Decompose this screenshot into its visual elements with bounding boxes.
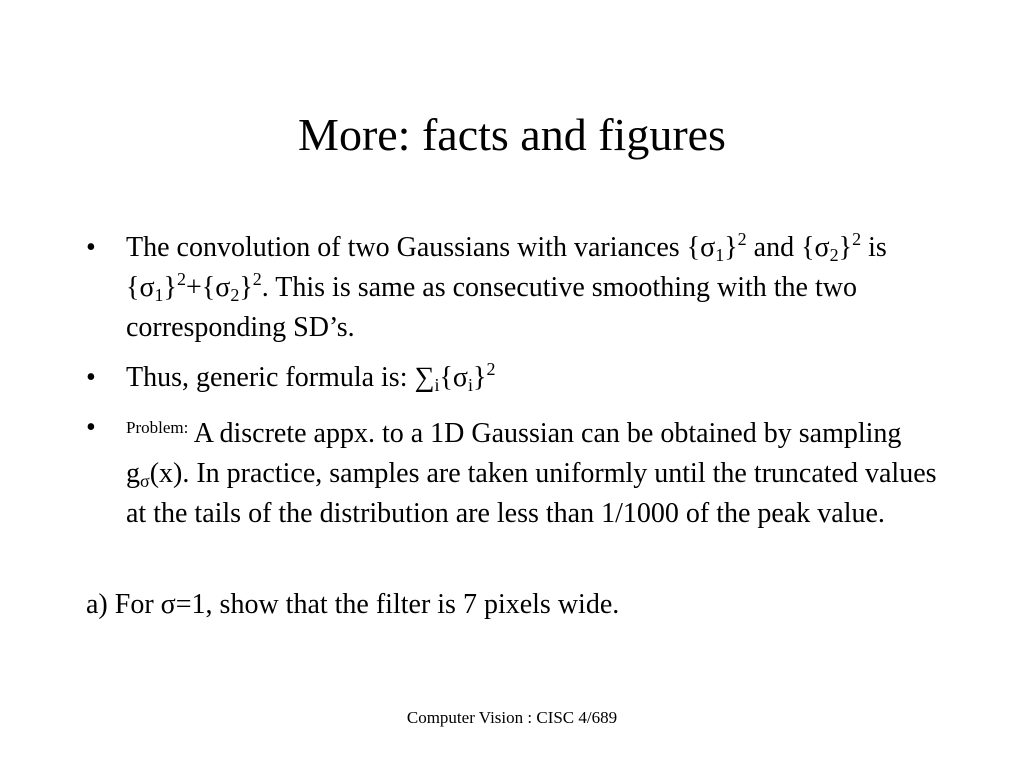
bullet-item-problem — [86, 408, 946, 534]
bullet-text: is { — [126, 232, 887, 303]
subscript: 2 — [829, 245, 839, 265]
bullet-text: Thus, generic formula is: — [126, 362, 415, 393]
bullet-marker: • — [86, 412, 96, 443]
sigma-symbol: σ — [814, 232, 830, 263]
summation-symbol: ∑ — [414, 362, 435, 393]
superscript: 2 — [252, 269, 262, 289]
exercise-text: =1, show that the filter is 7 pixels wide. — [175, 589, 620, 620]
subscript: 2 — [230, 285, 240, 305]
bullet-text: } — [163, 272, 177, 303]
subscript: i — [434, 375, 440, 395]
bullet-text: } — [838, 232, 853, 263]
sigma-symbol: σ — [452, 362, 469, 393]
bullet-marker: • — [86, 362, 96, 393]
bullet-text: A discrete appx. to a 1D Gaussian can be obtained by sampling g — [126, 418, 902, 489]
bullet-item-generic-formula — [86, 358, 946, 398]
sigma-symbol: σ — [215, 272, 231, 303]
bullet-text: } — [473, 362, 487, 393]
sigma-symbol: σ — [139, 272, 155, 303]
exercise-line — [86, 585, 619, 625]
bullet-text: and { — [746, 232, 815, 263]
bullet-item-convolution — [86, 228, 946, 348]
slide-footer: Computer Vision : CISC 4/689 — [406, 708, 618, 727]
superscript: 2 — [852, 229, 862, 249]
subscript: i — [468, 375, 474, 395]
bullet-text: } — [724, 232, 738, 263]
bullet-text: (x). In practice, samples are taken uniformly until the truncated values at the tails of the distribution are less than 1/1000 of the peak value. — [126, 458, 937, 529]
superscript: 2 — [177, 269, 186, 289]
subscript: σ — [140, 471, 150, 491]
superscript: 2 — [737, 229, 747, 249]
bullet-text: +{ — [186, 272, 216, 303]
subscript: 1 — [715, 245, 725, 265]
bullet-list — [86, 228, 946, 544]
bullet-text: } — [239, 272, 253, 303]
sigma-symbol: σ — [700, 232, 716, 263]
bullet-text: The convolution of two Gaussians with variances { — [126, 232, 701, 263]
subscript: 1 — [154, 285, 164, 305]
exercise-text: a) For — [86, 589, 161, 620]
superscript: 2 — [486, 359, 496, 379]
sigma-symbol: σ — [160, 589, 176, 620]
bullet-text: { — [439, 362, 453, 393]
bullet-text: . This is same as consecutive smoothing with the two corresponding SD’s. — [126, 272, 857, 343]
slide-title: More: facts and figures — [298, 109, 726, 160]
problem-label: Problem: — [126, 418, 189, 437]
bullet-marker: • — [86, 232, 96, 263]
